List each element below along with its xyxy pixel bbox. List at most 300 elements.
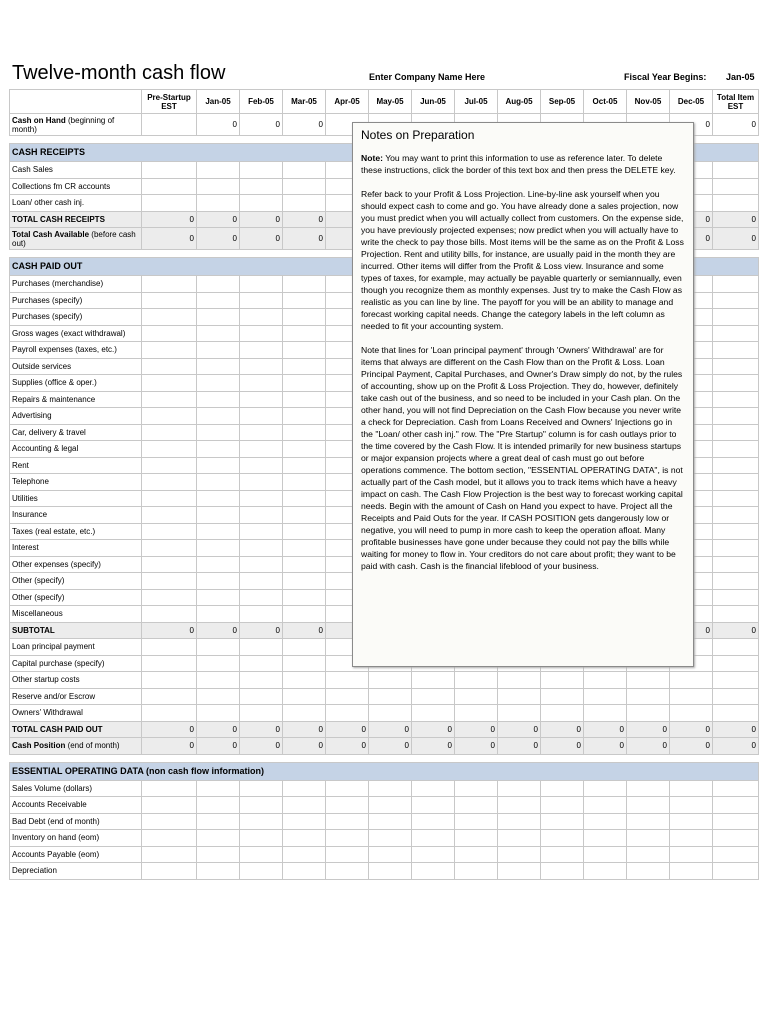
value-cell[interactable] [240, 540, 283, 557]
value-cell[interactable] [713, 441, 759, 458]
value-cell[interactable] [240, 292, 283, 309]
value-cell[interactable] [283, 655, 326, 672]
value-cell[interactable] [498, 863, 541, 880]
value-cell[interactable] [197, 573, 240, 590]
value-cell[interactable] [283, 780, 326, 797]
value-cell[interactable] [240, 490, 283, 507]
value-cell[interactable] [498, 813, 541, 830]
value-cell[interactable] [369, 846, 412, 863]
value-cell[interactable] [197, 863, 240, 880]
value-cell[interactable] [713, 358, 759, 375]
value-cell[interactable] [240, 523, 283, 540]
value-cell[interactable] [670, 830, 713, 847]
value-cell[interactable] [142, 178, 197, 195]
value-cell[interactable] [142, 424, 197, 441]
value-cell[interactable] [713, 688, 759, 705]
value-cell[interactable] [584, 863, 627, 880]
value-cell[interactable] [240, 797, 283, 814]
value-cell[interactable]: 0 [142, 721, 197, 738]
value-cell[interactable] [326, 830, 369, 847]
value-cell[interactable] [713, 797, 759, 814]
value-cell[interactable] [197, 813, 240, 830]
value-cell[interactable] [197, 408, 240, 425]
value-cell[interactable] [369, 863, 412, 880]
value-cell[interactable] [240, 507, 283, 524]
value-cell[interactable] [713, 490, 759, 507]
value-cell[interactable]: 0 [498, 738, 541, 755]
value-cell[interactable] [142, 846, 197, 863]
value-cell[interactable] [142, 672, 197, 689]
value-cell[interactable] [197, 556, 240, 573]
value-cell[interactable] [142, 325, 197, 342]
value-cell[interactable] [412, 672, 455, 689]
value-cell[interactable] [627, 863, 670, 880]
value-cell[interactable] [498, 672, 541, 689]
value-cell[interactable] [142, 780, 197, 797]
value-cell[interactable] [627, 780, 670, 797]
value-cell[interactable] [240, 195, 283, 212]
value-cell[interactable] [142, 292, 197, 309]
value-cell[interactable] [713, 507, 759, 524]
value-cell[interactable] [713, 178, 759, 195]
value-cell[interactable] [142, 408, 197, 425]
value-cell[interactable] [713, 375, 759, 392]
value-cell[interactable] [283, 523, 326, 540]
value-cell[interactable] [283, 408, 326, 425]
value-cell[interactable] [713, 162, 759, 179]
value-cell[interactable]: 0 [240, 721, 283, 738]
value-cell[interactable] [240, 846, 283, 863]
value-cell[interactable]: 0 [455, 721, 498, 738]
value-cell[interactable]: 0 [197, 622, 240, 639]
value-cell[interactable]: 0 [283, 228, 326, 250]
value-cell[interactable] [369, 672, 412, 689]
value-cell[interactable] [240, 441, 283, 458]
value-cell[interactable] [713, 606, 759, 623]
value-cell[interactable] [369, 780, 412, 797]
value-cell[interactable] [713, 556, 759, 573]
value-cell[interactable] [455, 813, 498, 830]
value-cell[interactable]: 0 [142, 211, 197, 228]
value-cell[interactable]: 0 [240, 228, 283, 250]
value-cell[interactable] [283, 846, 326, 863]
value-cell[interactable] [627, 830, 670, 847]
value-cell[interactable] [326, 797, 369, 814]
value-cell[interactable] [498, 780, 541, 797]
value-cell[interactable] [412, 780, 455, 797]
value-cell[interactable] [240, 424, 283, 441]
value-cell[interactable] [670, 705, 713, 722]
value-cell[interactable]: 0 [713, 721, 759, 738]
value-cell[interactable] [197, 672, 240, 689]
value-cell[interactable] [283, 474, 326, 491]
value-cell[interactable] [283, 178, 326, 195]
value-cell[interactable]: 0 [283, 622, 326, 639]
value-cell[interactable] [670, 846, 713, 863]
value-cell[interactable] [670, 672, 713, 689]
value-cell[interactable] [142, 441, 197, 458]
value-cell[interactable] [670, 863, 713, 880]
value-cell[interactable] [283, 556, 326, 573]
value-cell[interactable] [713, 813, 759, 830]
value-cell[interactable] [240, 705, 283, 722]
value-cell[interactable] [142, 705, 197, 722]
value-cell[interactable]: 0 [670, 211, 713, 228]
value-cell[interactable] [240, 408, 283, 425]
fiscal-year-value[interactable]: Jan-05 [726, 72, 755, 82]
value-cell[interactable] [584, 813, 627, 830]
value-cell[interactable] [197, 606, 240, 623]
value-cell[interactable] [197, 507, 240, 524]
value-cell[interactable] [142, 375, 197, 392]
value-cell[interactable] [240, 863, 283, 880]
value-cell[interactable] [670, 688, 713, 705]
value-cell[interactable]: 0 [283, 738, 326, 755]
value-cell[interactable] [713, 540, 759, 557]
value-cell[interactable]: 0 [713, 211, 759, 228]
value-cell[interactable] [283, 606, 326, 623]
value-cell[interactable] [283, 276, 326, 293]
value-cell[interactable] [197, 688, 240, 705]
value-cell[interactable]: 0 [713, 622, 759, 639]
value-cell[interactable]: 0 [240, 114, 283, 136]
value-cell[interactable] [713, 276, 759, 293]
value-cell[interactable] [541, 846, 584, 863]
value-cell[interactable] [142, 523, 197, 540]
value-cell[interactable] [283, 325, 326, 342]
value-cell[interactable] [283, 342, 326, 359]
value-cell[interactable]: 0 [197, 228, 240, 250]
value-cell[interactable]: 0 [197, 211, 240, 228]
value-cell[interactable] [142, 639, 197, 656]
value-cell[interactable]: 0 [670, 622, 713, 639]
value-cell[interactable]: 0 [142, 622, 197, 639]
value-cell[interactable] [142, 573, 197, 590]
value-cell[interactable] [142, 556, 197, 573]
value-cell[interactable] [197, 178, 240, 195]
value-cell[interactable]: 0 [455, 738, 498, 755]
value-cell[interactable] [197, 342, 240, 359]
value-cell[interactable] [283, 195, 326, 212]
value-cell[interactable] [283, 797, 326, 814]
value-cell[interactable] [240, 589, 283, 606]
value-cell[interactable]: 0 [369, 738, 412, 755]
value-cell[interactable] [541, 797, 584, 814]
value-cell[interactable] [240, 457, 283, 474]
value-cell[interactable] [142, 391, 197, 408]
value-cell[interactable] [713, 639, 759, 656]
value-cell[interactable] [713, 655, 759, 672]
company-name-field[interactable]: Enter Company Name Here [369, 72, 486, 82]
value-cell[interactable] [197, 540, 240, 557]
value-cell[interactable] [541, 672, 584, 689]
value-cell[interactable] [584, 780, 627, 797]
value-cell[interactable] [584, 797, 627, 814]
value-cell[interactable]: 0 [240, 211, 283, 228]
value-cell[interactable] [283, 589, 326, 606]
value-cell[interactable]: 0 [541, 738, 584, 755]
value-cell[interactable] [240, 672, 283, 689]
value-cell[interactable]: 0 [197, 738, 240, 755]
value-cell[interactable] [283, 507, 326, 524]
value-cell[interactable] [283, 391, 326, 408]
value-cell[interactable] [369, 688, 412, 705]
value-cell[interactable] [240, 325, 283, 342]
value-cell[interactable]: 0 [713, 114, 759, 136]
value-cell[interactable] [498, 797, 541, 814]
value-cell[interactable] [326, 863, 369, 880]
value-cell[interactable] [240, 391, 283, 408]
value-cell[interactable] [240, 688, 283, 705]
value-cell[interactable] [197, 391, 240, 408]
value-cell[interactable] [412, 863, 455, 880]
value-cell[interactable]: 0 [541, 721, 584, 738]
value-cell[interactable] [541, 863, 584, 880]
value-cell[interactable] [713, 523, 759, 540]
value-cell[interactable] [142, 114, 197, 136]
value-cell[interactable] [455, 672, 498, 689]
value-cell[interactable] [283, 358, 326, 375]
value-cell[interactable] [541, 688, 584, 705]
value-cell[interactable] [713, 573, 759, 590]
value-cell[interactable]: 0 [240, 738, 283, 755]
value-cell[interactable] [713, 846, 759, 863]
value-cell[interactable] [713, 309, 759, 326]
value-cell[interactable] [584, 830, 627, 847]
value-cell[interactable] [142, 830, 197, 847]
value-cell[interactable] [240, 606, 283, 623]
value-cell[interactable] [142, 276, 197, 293]
value-cell[interactable]: 0 [498, 721, 541, 738]
value-cell[interactable] [369, 705, 412, 722]
value-cell[interactable] [326, 813, 369, 830]
value-cell[interactable] [240, 639, 283, 656]
value-cell[interactable] [197, 162, 240, 179]
value-cell[interactable] [713, 457, 759, 474]
value-cell[interactable] [142, 540, 197, 557]
value-cell[interactable] [142, 474, 197, 491]
value-cell[interactable] [197, 474, 240, 491]
value-cell[interactable] [197, 441, 240, 458]
value-cell[interactable] [412, 705, 455, 722]
value-cell[interactable]: 0 [369, 721, 412, 738]
value-cell[interactable] [713, 589, 759, 606]
value-cell[interactable] [197, 276, 240, 293]
value-cell[interactable] [326, 672, 369, 689]
value-cell[interactable] [369, 813, 412, 830]
value-cell[interactable] [713, 342, 759, 359]
value-cell[interactable] [240, 375, 283, 392]
value-cell[interactable] [197, 195, 240, 212]
value-cell[interactable] [142, 162, 197, 179]
value-cell[interactable] [197, 375, 240, 392]
value-cell[interactable] [283, 292, 326, 309]
value-cell[interactable] [283, 639, 326, 656]
value-cell[interactable]: 0 [713, 228, 759, 250]
value-cell[interactable] [584, 846, 627, 863]
value-cell[interactable]: 0 [412, 738, 455, 755]
value-cell[interactable] [713, 424, 759, 441]
value-cell[interactable] [713, 830, 759, 847]
value-cell[interactable] [670, 797, 713, 814]
value-cell[interactable] [142, 797, 197, 814]
value-cell[interactable] [412, 846, 455, 863]
value-cell[interactable] [283, 375, 326, 392]
value-cell[interactable] [197, 705, 240, 722]
value-cell[interactable] [142, 589, 197, 606]
value-cell[interactable] [412, 813, 455, 830]
value-cell[interactable] [142, 863, 197, 880]
value-cell[interactable] [142, 195, 197, 212]
value-cell[interactable]: 0 [326, 721, 369, 738]
value-cell[interactable] [240, 573, 283, 590]
value-cell[interactable]: 0 [142, 228, 197, 250]
value-cell[interactable] [142, 688, 197, 705]
value-cell[interactable] [240, 178, 283, 195]
value-cell[interactable] [541, 780, 584, 797]
value-cell[interactable] [142, 606, 197, 623]
value-cell[interactable] [240, 474, 283, 491]
value-cell[interactable]: 0 [412, 721, 455, 738]
value-cell[interactable] [283, 705, 326, 722]
value-cell[interactable]: 0 [197, 721, 240, 738]
value-cell[interactable] [670, 780, 713, 797]
value-cell[interactable] [283, 540, 326, 557]
value-cell[interactable] [713, 474, 759, 491]
value-cell[interactable] [713, 780, 759, 797]
value-cell[interactable] [197, 292, 240, 309]
value-cell[interactable]: 0 [670, 228, 713, 250]
value-cell[interactable] [197, 309, 240, 326]
value-cell[interactable] [283, 573, 326, 590]
value-cell[interactable] [283, 863, 326, 880]
value-cell[interactable]: 0 [713, 738, 759, 755]
value-cell[interactable] [240, 342, 283, 359]
value-cell[interactable] [197, 655, 240, 672]
value-cell[interactable] [240, 162, 283, 179]
value-cell[interactable] [541, 813, 584, 830]
value-cell[interactable] [455, 863, 498, 880]
value-cell[interactable] [627, 705, 670, 722]
value-cell[interactable] [142, 342, 197, 359]
value-cell[interactable] [197, 490, 240, 507]
value-cell[interactable] [283, 424, 326, 441]
value-cell[interactable] [627, 688, 670, 705]
value-cell[interactable]: 0 [670, 114, 713, 136]
value-cell[interactable] [326, 705, 369, 722]
value-cell[interactable]: 0 [283, 211, 326, 228]
value-cell[interactable] [412, 688, 455, 705]
value-cell[interactable] [412, 830, 455, 847]
value-cell[interactable] [197, 457, 240, 474]
value-cell[interactable] [197, 780, 240, 797]
value-cell[interactable] [283, 672, 326, 689]
value-cell[interactable] [142, 490, 197, 507]
value-cell[interactable] [455, 705, 498, 722]
value-cell[interactable]: 0 [627, 721, 670, 738]
value-cell[interactable] [326, 688, 369, 705]
value-cell[interactable] [283, 688, 326, 705]
value-cell[interactable] [455, 846, 498, 863]
value-cell[interactable] [142, 358, 197, 375]
value-cell[interactable] [240, 780, 283, 797]
value-cell[interactable]: 0 [670, 721, 713, 738]
value-cell[interactable] [283, 441, 326, 458]
value-cell[interactable] [197, 639, 240, 656]
value-cell[interactable]: 0 [240, 622, 283, 639]
value-cell[interactable] [240, 813, 283, 830]
value-cell[interactable] [283, 309, 326, 326]
value-cell[interactable] [197, 325, 240, 342]
value-cell[interactable]: 0 [283, 114, 326, 136]
value-cell[interactable]: 0 [584, 738, 627, 755]
value-cell[interactable] [584, 672, 627, 689]
value-cell[interactable] [240, 556, 283, 573]
notes-text-box[interactable] [352, 122, 694, 667]
value-cell[interactable] [455, 830, 498, 847]
value-cell[interactable] [197, 830, 240, 847]
value-cell[interactable] [627, 846, 670, 863]
value-cell[interactable] [584, 705, 627, 722]
value-cell[interactable] [713, 325, 759, 342]
value-cell[interactable] [412, 797, 455, 814]
value-cell[interactable] [326, 780, 369, 797]
value-cell[interactable] [240, 655, 283, 672]
value-cell[interactable] [283, 830, 326, 847]
value-cell[interactable]: 0 [670, 738, 713, 755]
value-cell[interactable]: 0 [197, 114, 240, 136]
value-cell[interactable] [627, 813, 670, 830]
value-cell[interactable]: 0 [283, 721, 326, 738]
value-cell[interactable] [713, 672, 759, 689]
value-cell[interactable] [541, 830, 584, 847]
value-cell[interactable] [713, 705, 759, 722]
value-cell[interactable]: 0 [326, 738, 369, 755]
value-cell[interactable] [240, 830, 283, 847]
value-cell[interactable] [627, 797, 670, 814]
value-cell[interactable] [142, 507, 197, 524]
value-cell[interactable] [142, 813, 197, 830]
value-cell[interactable] [197, 589, 240, 606]
value-cell[interactable] [326, 846, 369, 863]
value-cell[interactable]: 0 [142, 738, 197, 755]
value-cell[interactable] [713, 292, 759, 309]
value-cell[interactable] [498, 846, 541, 863]
value-cell[interactable] [240, 309, 283, 326]
value-cell[interactable] [541, 705, 584, 722]
value-cell[interactable] [369, 797, 412, 814]
value-cell[interactable]: 0 [584, 721, 627, 738]
value-cell[interactable] [498, 830, 541, 847]
value-cell[interactable] [240, 358, 283, 375]
value-cell[interactable] [498, 705, 541, 722]
value-cell[interactable] [713, 195, 759, 212]
value-cell[interactable] [627, 672, 670, 689]
value-cell[interactable] [455, 797, 498, 814]
value-cell[interactable] [197, 358, 240, 375]
value-cell[interactable] [713, 391, 759, 408]
value-cell[interactable] [142, 655, 197, 672]
value-cell[interactable] [283, 490, 326, 507]
value-cell[interactable] [283, 457, 326, 474]
value-cell[interactable] [142, 457, 197, 474]
value-cell[interactable] [369, 830, 412, 847]
value-cell[interactable] [455, 688, 498, 705]
value-cell[interactable]: 0 [627, 738, 670, 755]
value-cell[interactable] [142, 309, 197, 326]
value-cell[interactable] [455, 780, 498, 797]
value-cell[interactable] [197, 846, 240, 863]
